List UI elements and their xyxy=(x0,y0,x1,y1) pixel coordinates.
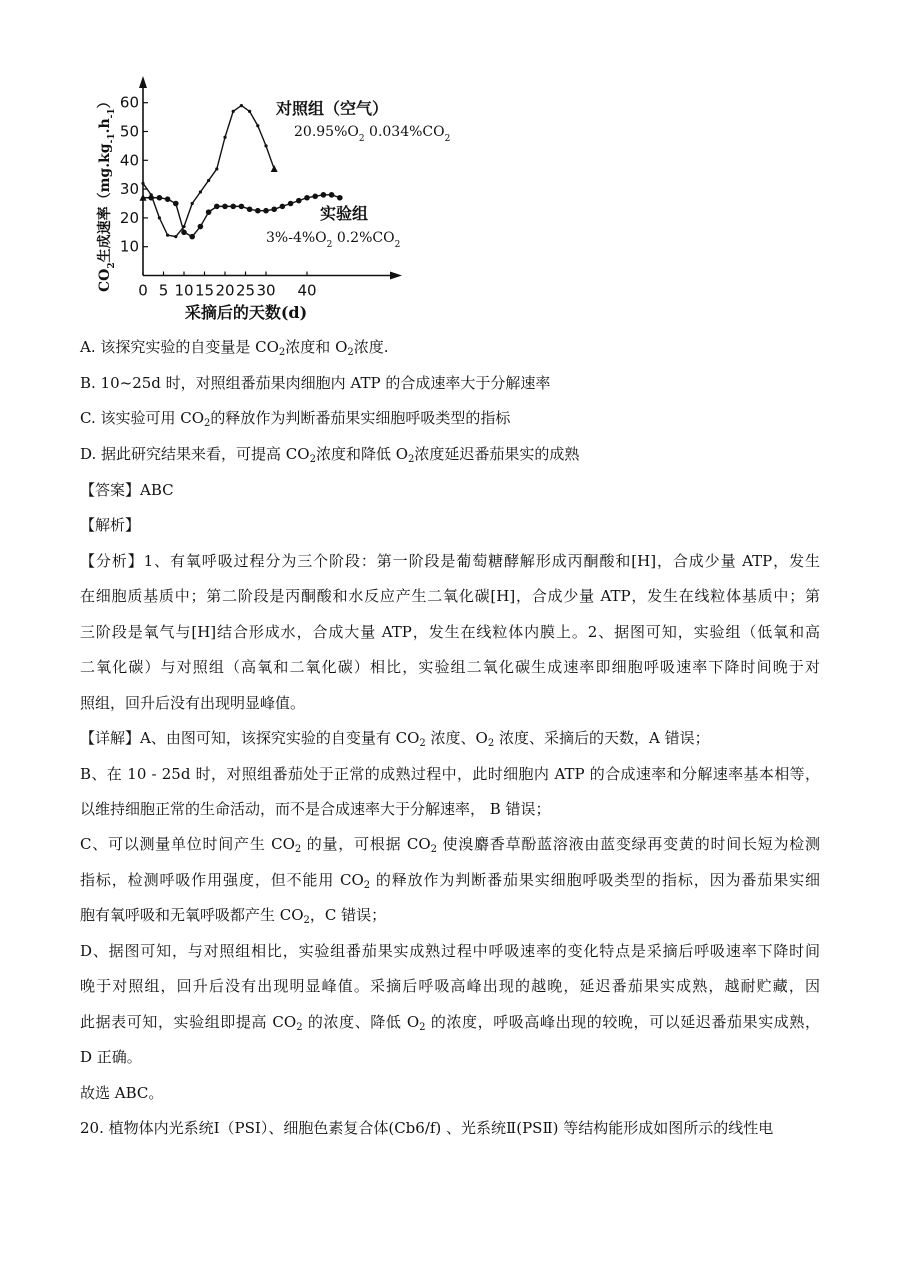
experiment-data-point xyxy=(239,204,245,210)
experiment-data-point xyxy=(173,201,179,207)
detail-line: D、据图可知，与对照组相比，实验组番茄果实成熟过程中呼吸速率的变化特点是采摘后呼吸速率下降时间 xyxy=(80,942,820,960)
analysis-label: 【解析】 xyxy=(80,516,141,534)
experiment-data-point xyxy=(247,206,253,212)
control-data-point xyxy=(191,202,194,205)
experiment-data-point xyxy=(157,195,163,201)
control-data-point xyxy=(223,136,226,139)
experiment-data-point xyxy=(198,224,204,230)
x-tick-label: 0 xyxy=(138,281,148,300)
detail-line: D 正确。 xyxy=(80,1048,142,1066)
analysis-line: 二氧化碳）与对照组（高氧和二氧化碳）相比，实验组二氧化碳生成速率即细胞呼吸速率下降时间晚于对 xyxy=(80,658,820,676)
analysis-line: 三阶段是氧气与[H]结合形成水，合成大量 ATP，发生在线粒体内膜上。2、据图可知，实验组（低氧和高 xyxy=(80,623,820,641)
control-data-point xyxy=(207,179,210,182)
experiment-data-point xyxy=(206,209,212,215)
detail-line: 晚于对照组，回升后没有出现明显峰值。采摘后呼吸高峰出现的越晚，延迟番茄果实成熟，越耐贮藏，因 xyxy=(80,977,820,995)
control-data-point xyxy=(248,110,251,113)
detail-line: 指标，检测呼吸作用强度，但不能用 $CO_2$ 的释放作为判断番茄果实细胞呼吸类型的指标，因为番茄果实细 xyxy=(80,871,821,891)
y-tick-label: 50 xyxy=(119,122,139,141)
x-tick-label: 10 xyxy=(174,281,194,300)
y-tick-label: 60 xyxy=(119,93,139,112)
experiment-data-point xyxy=(337,195,343,201)
control-data-point xyxy=(199,190,202,193)
analysis-line: 在细胞质基质中；第二阶段是丙酮酸和水反应产生二氧化碳[H]，合成少量 ATP，发生在线粒体基质中；第 xyxy=(80,587,820,605)
experiment-data-point xyxy=(280,204,286,210)
experiment-data-point xyxy=(181,230,187,236)
experiment-data-point xyxy=(189,234,195,240)
analysis-line: 照组，回升后没有出现明显峰值。 xyxy=(80,694,306,712)
x-axis-label: 采摘后的天数(d) xyxy=(184,303,308,322)
analysis-line: 【分析】1、有氧呼吸过程分为三个阶段：第一阶段是葡萄糖酵解形成丙酮酸和[H]，合成少量 ATP，发生 xyxy=(80,552,820,570)
control-data-point xyxy=(174,235,177,238)
experiment-data-point xyxy=(296,198,302,204)
detail-line: 以维持细胞正常的生命活动，而不是合成速率大于分解速率， B 错误； xyxy=(80,800,551,818)
control-data-point xyxy=(141,182,144,185)
x-tick-label: 20 xyxy=(215,281,235,300)
control-data-point xyxy=(256,124,259,127)
x-tick-label: 40 xyxy=(297,281,317,300)
next-question: 20. 植物体内光系统Ⅰ（PSⅠ）、细胞色素复合体(Cb6/f) 、光系统Ⅱ(PSⅡ) 等结构能形成如图所示的线性电 xyxy=(80,1119,774,1137)
control-series-name: 对照组（空气） xyxy=(276,99,389,118)
x-tick-label: 25 xyxy=(235,281,256,300)
control-data-point xyxy=(158,216,161,219)
detail-line: 【详解】A、由图可知，该探究实验的自变量有 $CO_2$ 浓度、$O_2$ 浓度、采摘后的天数，A 错误； xyxy=(80,729,710,749)
option-a: A. 该探究实验的自变量是 $CO_2$浓度和 $O_2$浓度. xyxy=(80,338,389,358)
experiment-data-point xyxy=(329,192,335,198)
experiment-data-point xyxy=(321,192,327,198)
chart-svg xyxy=(88,70,488,325)
experiment-series-condition: $3\%-4\%O_2$ $0.2\%CO_2$ xyxy=(266,230,401,250)
control-series-condition: $20.95\%O_2$ $0.034\%CO_2$ xyxy=(294,124,451,144)
control-series-line xyxy=(143,106,274,237)
x-axis-arrow xyxy=(390,272,402,280)
experiment-data-point xyxy=(165,196,171,202)
experiment-data-point xyxy=(230,204,236,210)
detail-line: 胞有氧呼吸和无氧呼吸都产生 $CO_2$，C 错误； xyxy=(80,906,387,926)
y-axis-label: $CO_2$生成速率$(mg.kg_{-1}.h_{-1})$ xyxy=(97,94,117,292)
control-data-point xyxy=(271,165,278,172)
control-data-point xyxy=(232,110,235,113)
answer-line: 【答案】ABC xyxy=(80,481,174,499)
co2-rate-chart xyxy=(88,70,488,325)
option-d: D. 据此研究结果来看，可提高 $CO_2$浓度和降低 $O_2$浓度延迟番茄果实的成熟 xyxy=(80,445,580,465)
x-tick-label: 5 xyxy=(158,281,169,300)
y-tick-label: 10 xyxy=(119,237,139,256)
option-b: B. 10~25d 时，对照组番茄果肉细胞内 ATP 的合成速率大于分解速率 xyxy=(80,374,551,392)
control-data-point xyxy=(215,167,218,170)
experiment-data-point xyxy=(304,195,310,201)
experiment-series-name: 实验组 xyxy=(320,204,369,223)
experiment-data-point xyxy=(288,201,294,207)
detail-line: 此据表可知，实验组即提高 $CO_2$ 的浓度、降低 $O_2$ 的浓度，呼吸高峰出现的较晚，可以延迟番茄果实成熟， xyxy=(80,1013,820,1033)
y-axis-arrow xyxy=(139,76,147,88)
control-data-point xyxy=(240,104,243,107)
experiment-data-point xyxy=(214,204,220,210)
experiment-data-point xyxy=(271,206,277,212)
experiment-data-point xyxy=(312,194,318,200)
option-c: C. 该实验可用 $CO_2$的释放作为判断番茄果实细胞呼吸类型的指标 xyxy=(80,409,511,429)
detail-line: B、在 10 - 25d 时，对照组番茄处于正常的成熟过程中，此时细胞内 ATP 的合成速率和分解速率基本相等， xyxy=(80,765,820,783)
x-tick-label: 15 xyxy=(194,281,215,300)
control-data-point xyxy=(166,234,169,237)
experiment-data-point xyxy=(222,204,228,210)
y-tick-label: 40 xyxy=(119,151,139,170)
detail-line: C、可以测量单位时间产生 $CO_2$ 的量，可根据 $CO_2$ 使溴麝香草酚蓝溶液由蓝变绿再变黄的时间长短为检测 xyxy=(80,835,821,855)
x-tick-label: 30 xyxy=(256,281,276,300)
conclusion-line: 故选 ABC。 xyxy=(80,1084,164,1102)
experiment-data-point xyxy=(148,195,154,201)
experiment-data-point xyxy=(263,208,269,214)
experiment-data-point xyxy=(255,208,261,214)
y-tick-label: 30 xyxy=(119,180,139,199)
control-data-point xyxy=(264,144,267,147)
y-tick-label: 20 xyxy=(119,208,139,227)
